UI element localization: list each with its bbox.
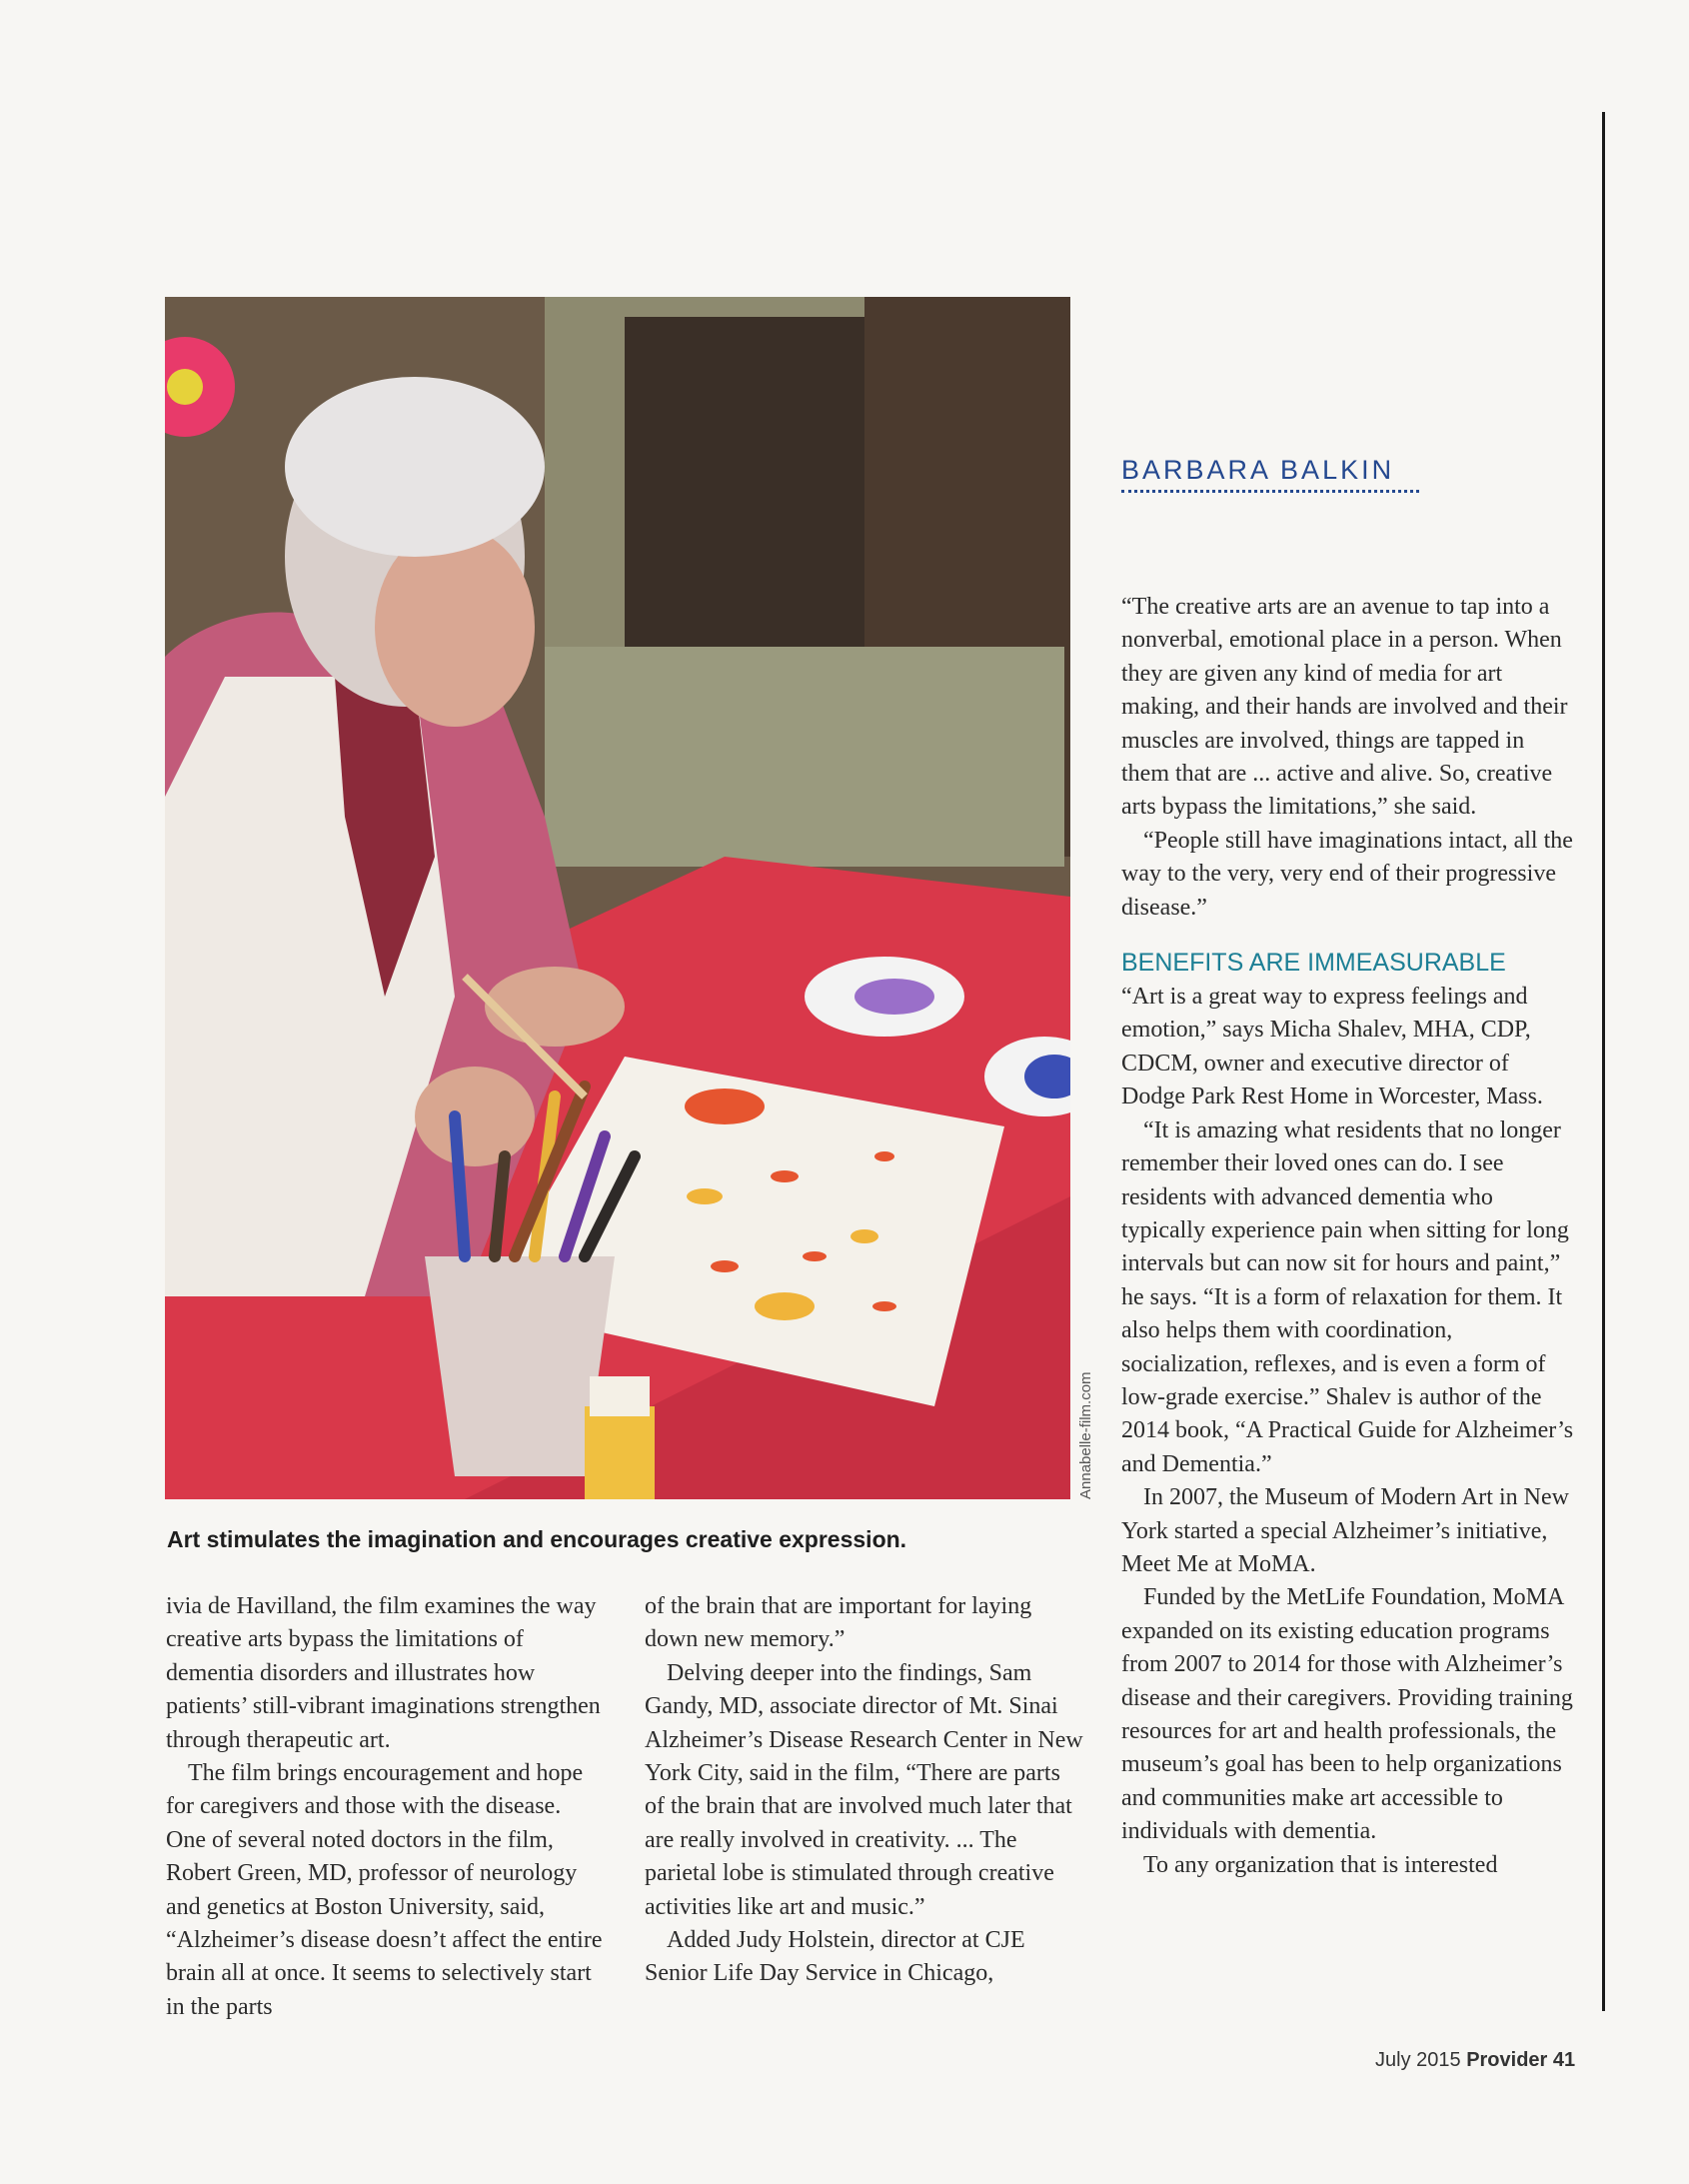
paragraph: In 2007, the Museum of Modern Art in New York started a special Alzheimer’s initiative, Meet Me at MoMA.: [1121, 1484, 1569, 1577]
paragraph: Delving deeper into the findings, Sam Gandy, MD, associate director of Mt. Sinai Alzheimer’s Disease Research Center in New York City, said in the film, “There are parts of the brain that are involved much later that are really involved in creativity. ... The parietal lobe is stimulated through creative activities like art and music.”: [645, 1659, 1083, 1920]
paragraph: “The creative arts are an avenue to tap into a nonverbal, emotional place in a person. When they are given any kind of media for art making, and their hands are involved and their muscles are involved, things are tapped in them that are ... active and alive. So, creative arts bypass the limitations,” she said.: [1121, 594, 1568, 821]
article-photo: [165, 297, 1070, 1499]
paragraph: “Art is a great way to express feelings and emotion,” says Micha Shalev, MHA, CDP, CDCM, owner and executive director of Dodge Park Rest Home in Worcester, Mass.: [1121, 984, 1543, 1110]
photo-credit: Annabelle-film.com: [1077, 1371, 1094, 1499]
photo-illustration: [165, 297, 1070, 1499]
paragraph: of the brain that are important for laying down new memory.”: [645, 1593, 1032, 1653]
paragraph: To any organization that is interested: [1143, 1851, 1498, 1878]
author-byline: BARBARA BALKIN: [1121, 455, 1395, 485]
column-rule: [1602, 112, 1605, 2011]
paragraph: The film brings encouragement and hope for caregivers and those with the disease. One of several noted doctors in the film, Robert Green, MD, professor of neurology and genetics at Boston University, said, “Alzheimer’s disease doesn’t affect the entire brain all at once. It seems to selectively start in the parts: [166, 1760, 603, 2020]
section-subhead: BENEFITS ARE IMMEASURABLE: [1121, 949, 1506, 978]
page-footer: [1375, 2049, 1575, 2072]
byline-dotted-rule: [1121, 490, 1419, 493]
text-column-middle: [645, 1590, 1084, 1991]
text-column-left: [166, 1590, 606, 2024]
footer-publication: Provider: [1466, 2049, 1548, 2071]
paragraph: Added Judy Holstein, director at CJE Senior Life Day Service in Chicago,: [645, 1927, 1025, 1987]
paragraph: Funded by the MetLife Foundation, MoMA expanded on its existing education programs from 2007 to 2014 for those with Alzheimer’s disease and their caregivers. Providing training resources for art and health professionals, the museum’s goal has been to help organizations and communities make art accessible to individuals with dementia.: [1121, 1584, 1573, 1845]
paragraph: “It is amazing what residents that no longer remember their loved ones can do. I see residents with advanced dementia who typically experience pain when sitting for long intervals but can now sit for hours and paint,” he says. “It is a form of relaxation for them. It also helps them with coordination, socialization, reflexes, and is even a form of low-grade exercise.” Shalev is author of the 2014 book, “A Practical Guide for Alzheimer’s and Dementia.”: [1121, 1116, 1574, 1477]
photo-caption: Art stimulates the imagination and encourages creative expression.: [167, 1526, 907, 1552]
page-number: 41: [1552, 2049, 1576, 2071]
text-column-right: [1121, 591, 1576, 1882]
paragraph: “People still have imaginations intact, all the way to the very, very end of their progressive disease.”: [1121, 827, 1573, 921]
paragraph: ivia de Havilland, the film examines the way creative arts bypass the limitations of dementia disorders and illustrates how patients’ still-vibrant imaginations strengthen through therapeutic art.: [166, 1593, 601, 1753]
footer-date: July 2015: [1375, 2049, 1461, 2071]
